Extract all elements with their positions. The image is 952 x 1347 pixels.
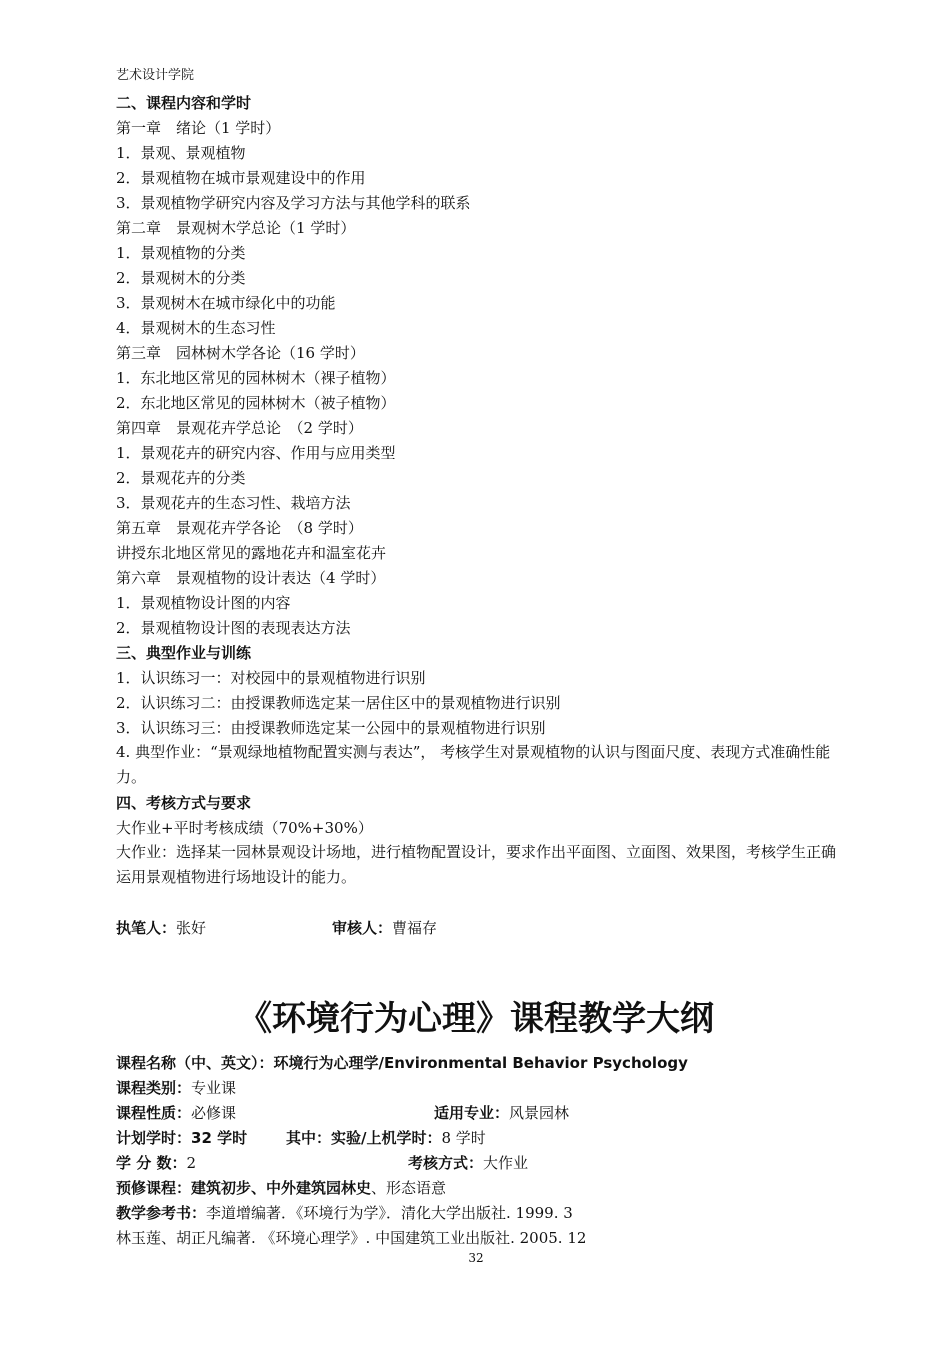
reference-books-label: 教学参考书： <box>116 1204 207 1222</box>
planned-hours-row <box>116 1128 247 1148</box>
content-line: 1．景观植物设计图的内容 <box>116 594 291 612</box>
content-line: 1．景观、景观植物 <box>116 144 246 162</box>
content-line: 讲授东北地区常见的露地花卉和温室花卉 <box>116 544 387 562</box>
content-line: 3．景观花卉的生态习性、栽培方法 <box>116 494 351 512</box>
course-category-value: 专业课 <box>191 1079 237 1097</box>
reviewer-label: 审核人： <box>332 919 393 937</box>
author-signature <box>116 918 206 938</box>
author-label: 执笔人： <box>116 919 177 937</box>
content-line: 2．东北地区常见的园林树木（被子植物） <box>116 394 396 412</box>
exercise-item-4: 4. 典型作业：“景观绿地植物配置实测与表达”， 考核学生对景观植物的认识与图面尺度、表现方式准确性能力。 <box>116 743 831 786</box>
content-line: 2．景观植物设计图的表现表达方法 <box>116 619 351 637</box>
applicable-major-label: 适用专业： <box>434 1104 510 1122</box>
syllabus-title: 《环境行为心理》课程教学大纲 <box>238 999 714 1039</box>
section3-heading: 三、典型作业与训练 <box>116 644 252 662</box>
course-name-row <box>116 1053 688 1073</box>
grading-line: 大作业+平时考核成绩（70%+30%） <box>116 819 373 837</box>
content-line: 4．景观树木的生态习性 <box>116 319 276 337</box>
section2-heading: 二、课程内容和学时 <box>116 94 252 112</box>
credits-row <box>116 1153 196 1173</box>
content-line: 2．景观植物在城市景观建设中的作用 <box>116 169 366 187</box>
prerequisites-row <box>116 1178 446 1198</box>
reference-book-1: 李道增编著．《环境行为学》．清化大学出版社. 1999. 3 <box>206 1204 573 1222</box>
course-name-label: 课程名称（中、英文）： <box>116 1054 274 1072</box>
prerequisites-label: 预修课程： <box>116 1179 192 1197</box>
credits-value: 2 <box>186 1154 196 1172</box>
course-category-label: 课程类别： <box>116 1079 192 1097</box>
department-header: 艺术设计学院 <box>116 68 195 83</box>
content-line: 1．景观花卉的研究内容、作用与应用类型 <box>116 444 396 462</box>
applicable-major-row <box>434 1103 569 1123</box>
lab-hours-label: 其中：实验/上机学时： <box>286 1129 442 1147</box>
planned-hours-value: 32 学时 <box>191 1129 248 1147</box>
content-line: 第一章 绪论（1 学时） <box>116 119 281 137</box>
course-name-value: 环境行为心理学/Environmental Behavior Psychology <box>273 1054 688 1072</box>
exercise-line: 2．认识练习二：由授课教师选定某一居住区中的景观植物进行识别 <box>116 694 561 712</box>
exam-method-value: 大作业 <box>483 1154 529 1172</box>
author-name: 张好 <box>176 919 207 937</box>
content-line: 第四章 景观花卉学总论 （2 学时） <box>116 419 363 437</box>
exercise-line: 1．认识练习一：对校园中的景观植物进行识别 <box>116 669 426 687</box>
reference-book-2: 林玉莲、胡正凡编著. 《环境心理学》. 中国建筑工业出版社. 2005. 12 <box>116 1229 587 1247</box>
content-line: 1．景观植物的分类 <box>116 244 246 262</box>
reviewer-name: 曹福存 <box>392 919 438 937</box>
content-line: 2．景观花卉的分类 <box>116 469 246 487</box>
content-line: 1．东北地区常见的园林树木（裸子植物） <box>116 369 396 387</box>
course-nature-row <box>116 1103 236 1123</box>
content-line: 第二章 景观树木学总论（1 学时） <box>116 219 356 237</box>
assignment-paragraph: 大作业：选择某一园林景观设计场地，进行植物配置设计，要求作出平面图、立面图、效果图，考核学生正确运用景观植物进行场地设计的能力。 <box>116 843 837 886</box>
content-line: 2．景观树木的分类 <box>116 269 246 287</box>
content-line: 第五章 景观花卉学各论 （8 学时） <box>116 519 363 537</box>
content-line: 第三章 园林树木学各论（16 学时） <box>116 344 365 362</box>
exam-method-row <box>408 1153 528 1173</box>
exercise-line: 3．认识练习三：由授课教师选定某一公园中的景观植物进行识别 <box>116 719 546 737</box>
lab-hours-value: 8 学时 <box>441 1129 486 1147</box>
exam-method-label: 考核方式： <box>408 1154 484 1172</box>
prerequisites-rest: 、形态语意 <box>371 1179 447 1197</box>
content-line: 3．景观植物学研究内容及学习方法与其他学科的联系 <box>116 194 471 212</box>
reviewer-signature <box>332 918 437 938</box>
credits-label: 学 分 数： <box>116 1154 187 1172</box>
applicable-major-value: 风景园林 <box>509 1104 570 1122</box>
course-category-row <box>116 1078 236 1098</box>
content-line: 3．景观树木在城市绿化中的功能 <box>116 294 336 312</box>
reference-books-row <box>116 1203 573 1223</box>
lab-hours-row <box>286 1128 486 1148</box>
page-number: 32 <box>468 1251 484 1265</box>
planned-hours-label: 计划学时： <box>116 1129 192 1147</box>
section4-heading: 四、考核方式与要求 <box>116 794 252 812</box>
content-line: 第六章 景观植物的设计表达（4 学时） <box>116 569 386 587</box>
prerequisites-bold: 建筑初步、中外建筑园林史 <box>191 1179 372 1197</box>
course-nature-value: 必修课 <box>191 1104 237 1122</box>
course-nature-label: 课程性质： <box>116 1104 192 1122</box>
